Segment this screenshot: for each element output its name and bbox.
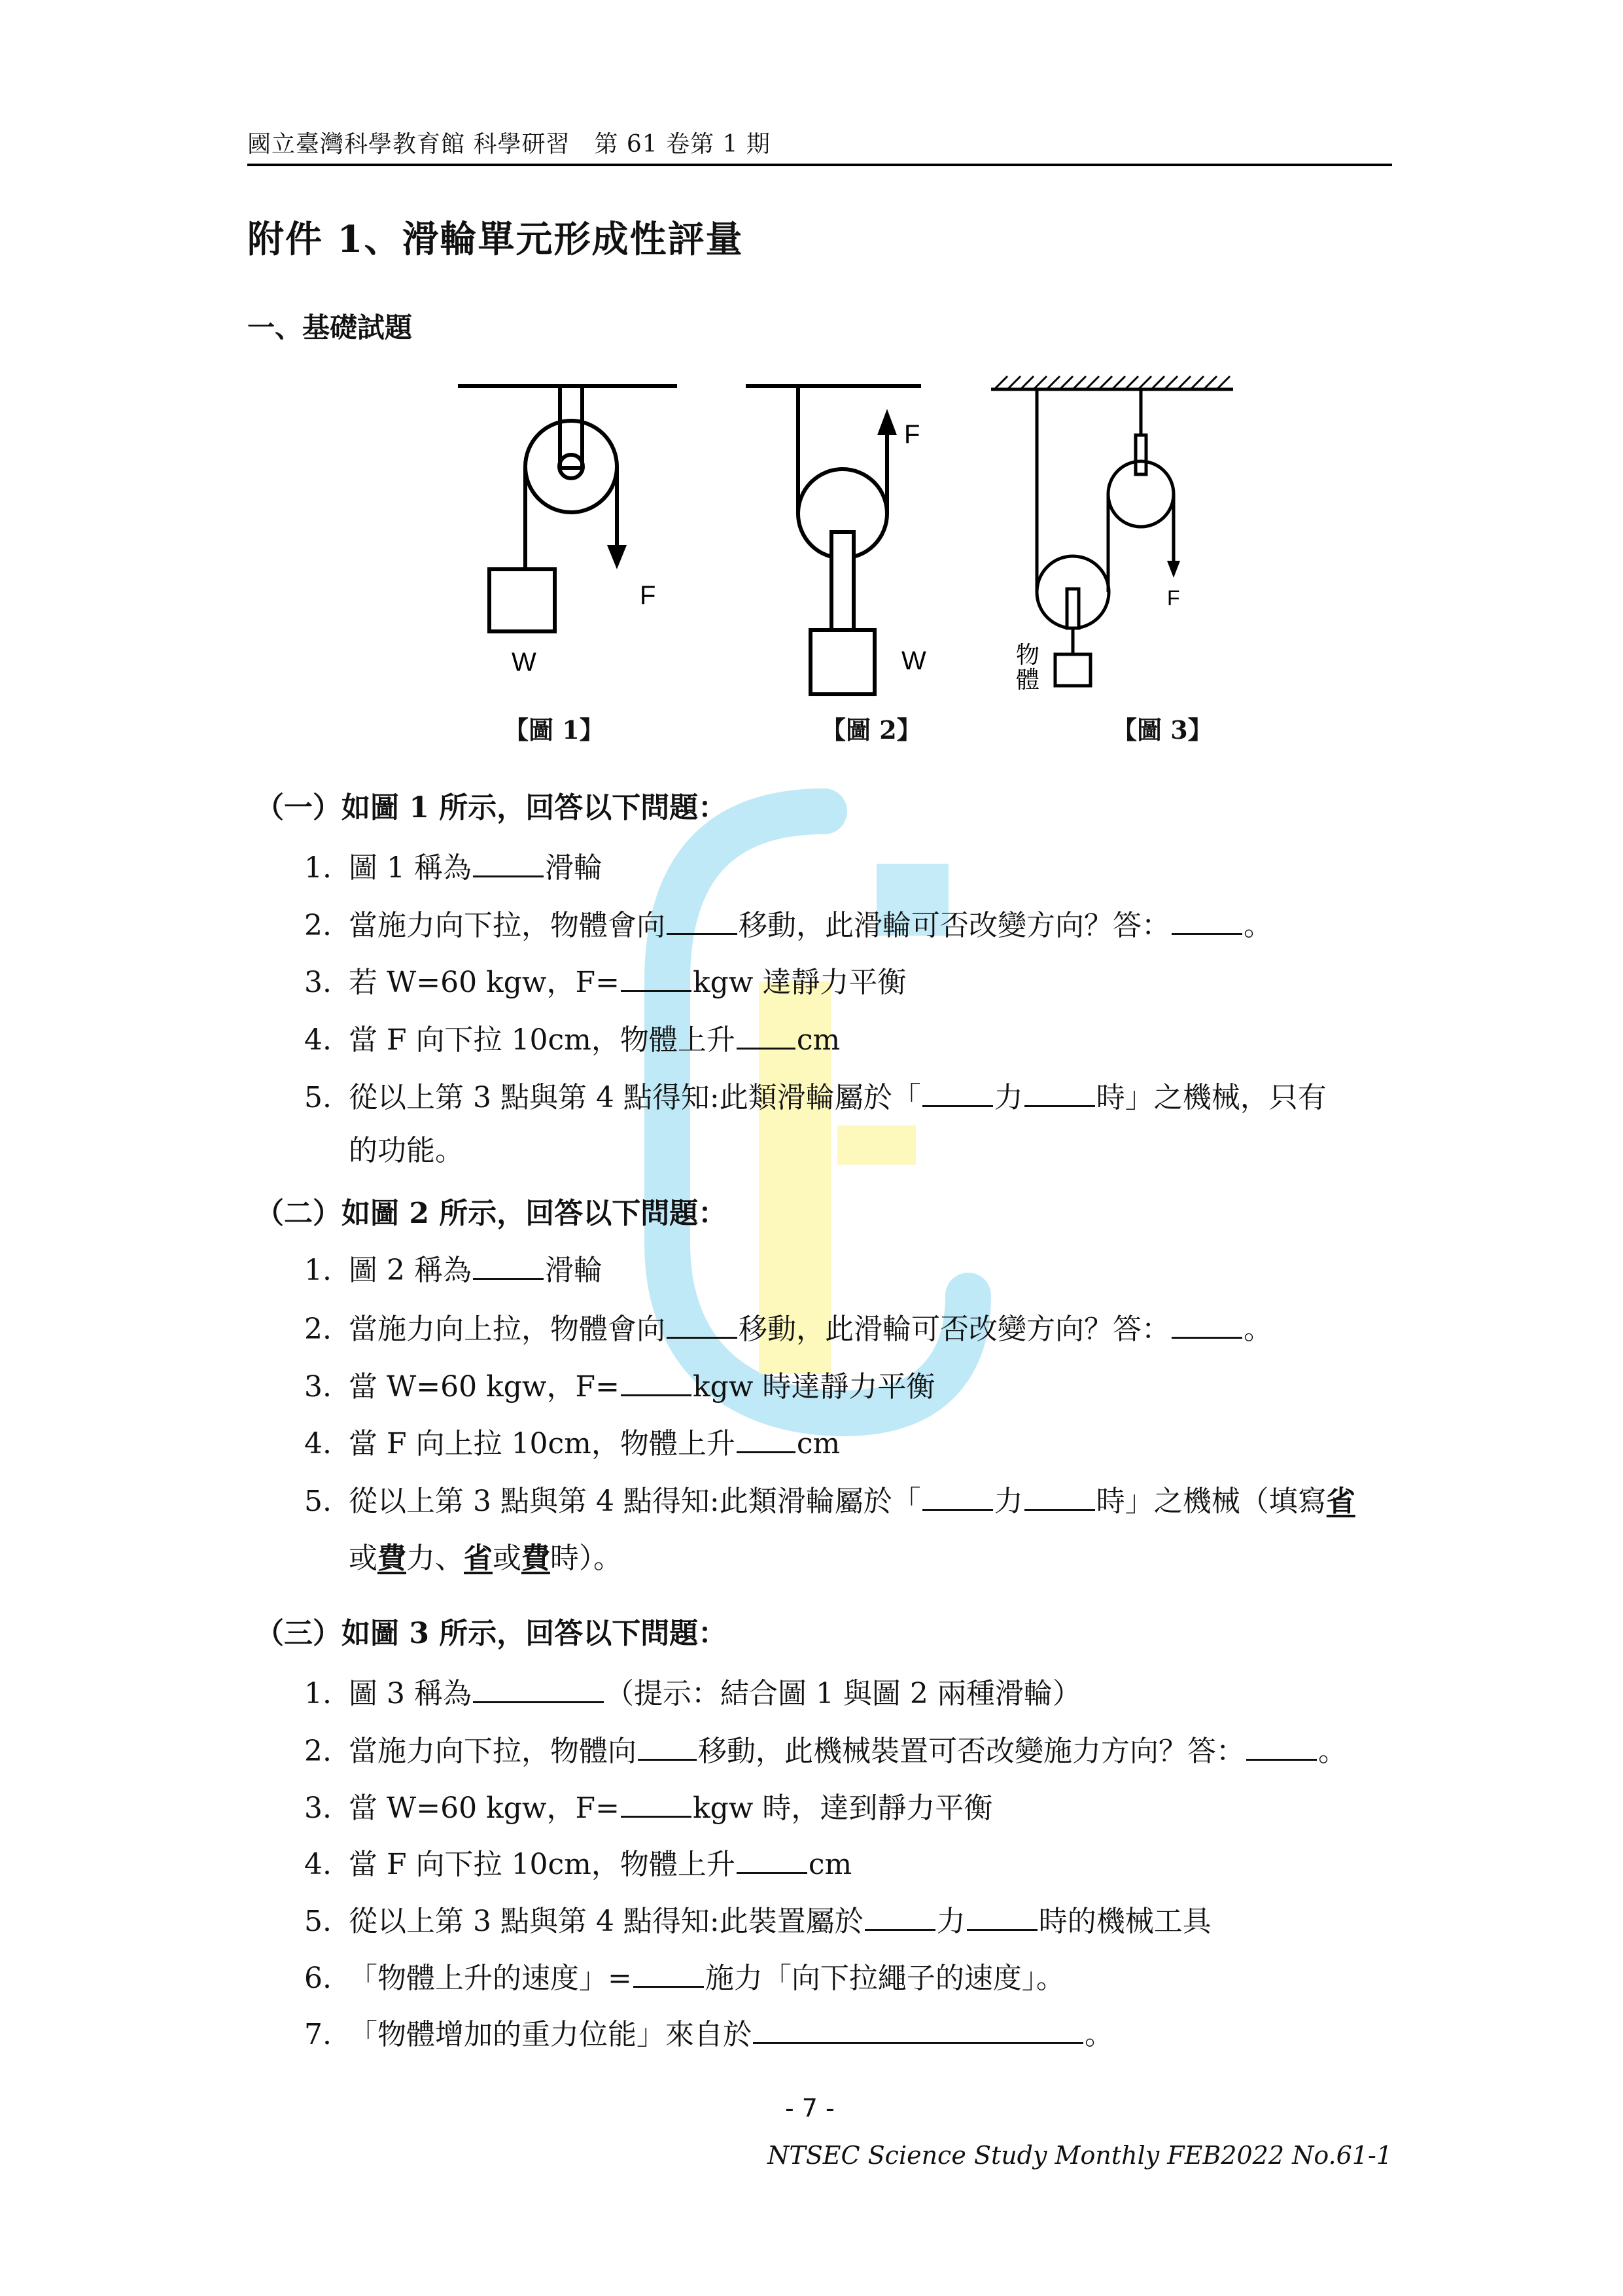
- emphasis-text: 費: [377, 1542, 406, 1575]
- item-text: 圖 3 稱為: [349, 1677, 472, 1710]
- q1-item-3: [304, 959, 906, 1000]
- item-text: 從以上第 3 點與第 4 點得知:此裝置屬於: [349, 1905, 864, 1938]
- answer-blank[interactable]: [621, 1790, 691, 1818]
- item-number: 2.: [304, 909, 332, 942]
- item-number: 4.: [304, 1848, 332, 1881]
- answer-blank[interactable]: [737, 1425, 795, 1453]
- figure-1-label-f: F: [640, 581, 656, 610]
- item-text: 力: [994, 1485, 1023, 1518]
- figure-3-label-object-1: 物: [1016, 642, 1040, 669]
- item-number: 5.: [304, 1081, 332, 1114]
- answer-blank[interactable]: [667, 907, 737, 935]
- answer-blank[interactable]: [473, 1252, 544, 1280]
- q2-item-1: [304, 1246, 602, 1288]
- figure-2-label-w: W: [901, 646, 926, 675]
- answer-blank[interactable]: [473, 1675, 604, 1703]
- item-text: 時」之機械（填寫: [1096, 1485, 1327, 1518]
- item-text: cm: [808, 1848, 852, 1881]
- item-text: 圖 2 稱為: [349, 1254, 472, 1287]
- item-text: 移動，此滑輪可否改變方向？答：: [739, 909, 1170, 942]
- item-number: 4.: [304, 1427, 332, 1460]
- figure-2-force-arrow: [877, 409, 897, 435]
- item-number: 3.: [304, 1792, 332, 1825]
- pulley-figures: [432, 370, 1249, 749]
- item-text: 力: [994, 1081, 1023, 1114]
- q1-item-4: [304, 1016, 840, 1058]
- item-number: 1.: [304, 1254, 332, 1287]
- item-number: 3.: [304, 1370, 332, 1404]
- answer-blank[interactable]: [737, 1846, 807, 1874]
- answer-blank[interactable]: [1246, 1733, 1317, 1761]
- item-text: 移動，此機械裝置可否改變施力方向？答：: [698, 1735, 1245, 1768]
- emphasis-text: 費: [521, 1542, 550, 1575]
- answer-blank[interactable]: [967, 1903, 1038, 1931]
- item-text: 當 W=60 kgw，F=: [349, 1792, 620, 1825]
- answer-blank[interactable]: [1172, 907, 1242, 935]
- answer-blank[interactable]: [621, 964, 691, 992]
- item-text: 移動，此滑輪可否改變方向？答：: [739, 1313, 1170, 1346]
- figure-3-ceiling-hatch: [994, 376, 1230, 389]
- answer-blank[interactable]: [922, 1483, 993, 1511]
- question-group-3-title: （三）如圖 3 所示，回答以下問題：: [255, 1617, 727, 1650]
- item-text: 。: [1085, 2018, 1113, 2051]
- item-text: 施力「向下拉繩子的速度」。: [705, 1962, 1065, 1995]
- item-text: 。: [1244, 909, 1272, 942]
- figure-1-caption: 【圖 1】: [504, 715, 604, 745]
- figure-2-caption: 【圖 2】: [821, 715, 922, 745]
- answer-blank[interactable]: [1024, 1483, 1095, 1511]
- emphasis-text: 省: [1326, 1485, 1355, 1518]
- q3-item-7: [304, 2011, 1113, 2053]
- answer-blank[interactable]: [473, 849, 544, 877]
- item-text: 。: [1244, 1313, 1272, 1346]
- answer-blank[interactable]: [633, 1960, 704, 1988]
- item-text: 滑輪: [544, 1254, 602, 1287]
- q2-item-2: [304, 1305, 1272, 1347]
- item-text: 當 F 向下拉 10cm，物體上升: [349, 1848, 735, 1881]
- item-number: 1.: [304, 851, 332, 885]
- answer-blank[interactable]: [753, 2016, 1083, 2044]
- page-number: - 7 -: [785, 2094, 835, 2123]
- answer-blank[interactable]: [667, 1311, 737, 1339]
- journal-header: 國立臺灣科學教育館 科學研習 第 61 卷第 1 期: [247, 131, 771, 158]
- figure-3-label-f: F: [1167, 586, 1180, 610]
- answer-blank[interactable]: [865, 1903, 935, 1931]
- question-group-1-title: （一）如圖 1 所示，回答以下問題：: [255, 791, 727, 824]
- item-text: 時」之機械，只有: [1096, 1081, 1327, 1114]
- section-heading: 一、基礎試題: [247, 311, 413, 344]
- q3-item-4: [304, 1841, 852, 1882]
- item-text: 當施力向下拉，物體會向: [349, 909, 665, 942]
- journal-footer: NTSEC Science Study Monthly FEB2022 No.61-1: [767, 2141, 1392, 2170]
- item-text: 圖 1 稱為: [349, 851, 472, 885]
- q3-item-1: [304, 1670, 1081, 1712]
- q2-item-4: [304, 1420, 840, 1462]
- item-text: 當施力向上拉，物體會向: [349, 1313, 665, 1346]
- figure-3-label-object-2: 體: [1016, 667, 1040, 694]
- item-text: kgw 達靜力平衡: [692, 966, 907, 999]
- item-number: 5.: [304, 1485, 332, 1518]
- item-text: 當施力向下拉，物體向: [349, 1735, 637, 1768]
- item-text: 或: [493, 1542, 521, 1575]
- q1-item-1: [304, 844, 602, 886]
- q2-item-5-continuation: [349, 1534, 622, 1576]
- answer-blank[interactable]: [621, 1368, 691, 1396]
- item-text: 當 W=60 kgw，F=: [349, 1370, 620, 1404]
- item-text: （提示：結合圖 1 與圖 2 兩種滑輪）: [604, 1677, 1081, 1710]
- item-text: kgw 時，達到靜力平衡: [692, 1792, 993, 1825]
- item-text: 從以上第 3 點與第 4 點得知:此類滑輪屬於「: [349, 1081, 921, 1114]
- item-text: 從以上第 3 點與第 4 點得知:此類滑輪屬於「: [349, 1485, 921, 1518]
- figure-3-force-arrow: [1167, 561, 1180, 578]
- q2-item-5: [304, 1477, 1355, 1519]
- item-text: 時的機械工具: [1038, 1905, 1212, 1938]
- q3-item-5: [304, 1898, 1212, 1939]
- item-text: 若 W=60 kgw，F=: [349, 966, 620, 999]
- item-number: 6.: [304, 1962, 332, 1995]
- item-text: cm: [796, 1023, 841, 1057]
- item-text: 。: [1318, 1735, 1347, 1768]
- emphasis-text: 省: [464, 1542, 493, 1575]
- answer-blank[interactable]: [638, 1733, 697, 1761]
- q3-item-3: [304, 1784, 992, 1826]
- item-text: 「物體上升的速度」=: [349, 1962, 632, 1995]
- question-group-2-title: （二）如圖 2 所示，回答以下問題：: [255, 1197, 727, 1230]
- figure-1-label-w: W: [512, 648, 536, 677]
- item-text: 「物體增加的重力位能」來自於: [349, 2018, 752, 2051]
- q2-item-3: [304, 1363, 935, 1405]
- item-number: 3.: [304, 966, 332, 999]
- item-number: 7.: [304, 2018, 332, 2051]
- figure-1-force-arrow: [607, 545, 627, 569]
- figure-3-caption: 【圖 3】: [1112, 715, 1213, 745]
- page-title: 附件 1、滑輪單元形成性評量: [247, 218, 744, 261]
- item-text: 時）。: [550, 1542, 622, 1575]
- q3-item-2: [304, 1727, 1347, 1769]
- item-number: 1.: [304, 1677, 332, 1710]
- item-number: 2.: [304, 1735, 332, 1768]
- item-text: 當 F 向上拉 10cm，物體上升: [349, 1427, 735, 1460]
- item-text: 力: [936, 1905, 966, 1938]
- item-text: 滑輪: [544, 851, 602, 885]
- answer-blank[interactable]: [1172, 1311, 1242, 1339]
- item-text: kgw 時達靜力平衡: [692, 1370, 935, 1404]
- item-text: cm: [796, 1427, 841, 1460]
- item-text: 力、: [406, 1542, 464, 1575]
- item-number: 5.: [304, 1905, 332, 1938]
- q3-item-6: [304, 1954, 1065, 1996]
- answer-blank[interactable]: [922, 1079, 993, 1107]
- header-rule: [247, 164, 1392, 166]
- answer-blank[interactable]: [737, 1021, 795, 1050]
- item-text: 當 F 向下拉 10cm，物體上升: [349, 1023, 735, 1057]
- q1-item-5-continuation: 的功能。: [349, 1134, 464, 1167]
- item-text: 或: [349, 1542, 377, 1575]
- q1-item-5: [304, 1074, 1327, 1116]
- item-number: 4.: [304, 1023, 332, 1057]
- q1-item-2: [304, 902, 1272, 944]
- figure-2-label-f: F: [904, 420, 920, 449]
- item-number: 2.: [304, 1313, 332, 1346]
- answer-blank[interactable]: [1024, 1079, 1095, 1107]
